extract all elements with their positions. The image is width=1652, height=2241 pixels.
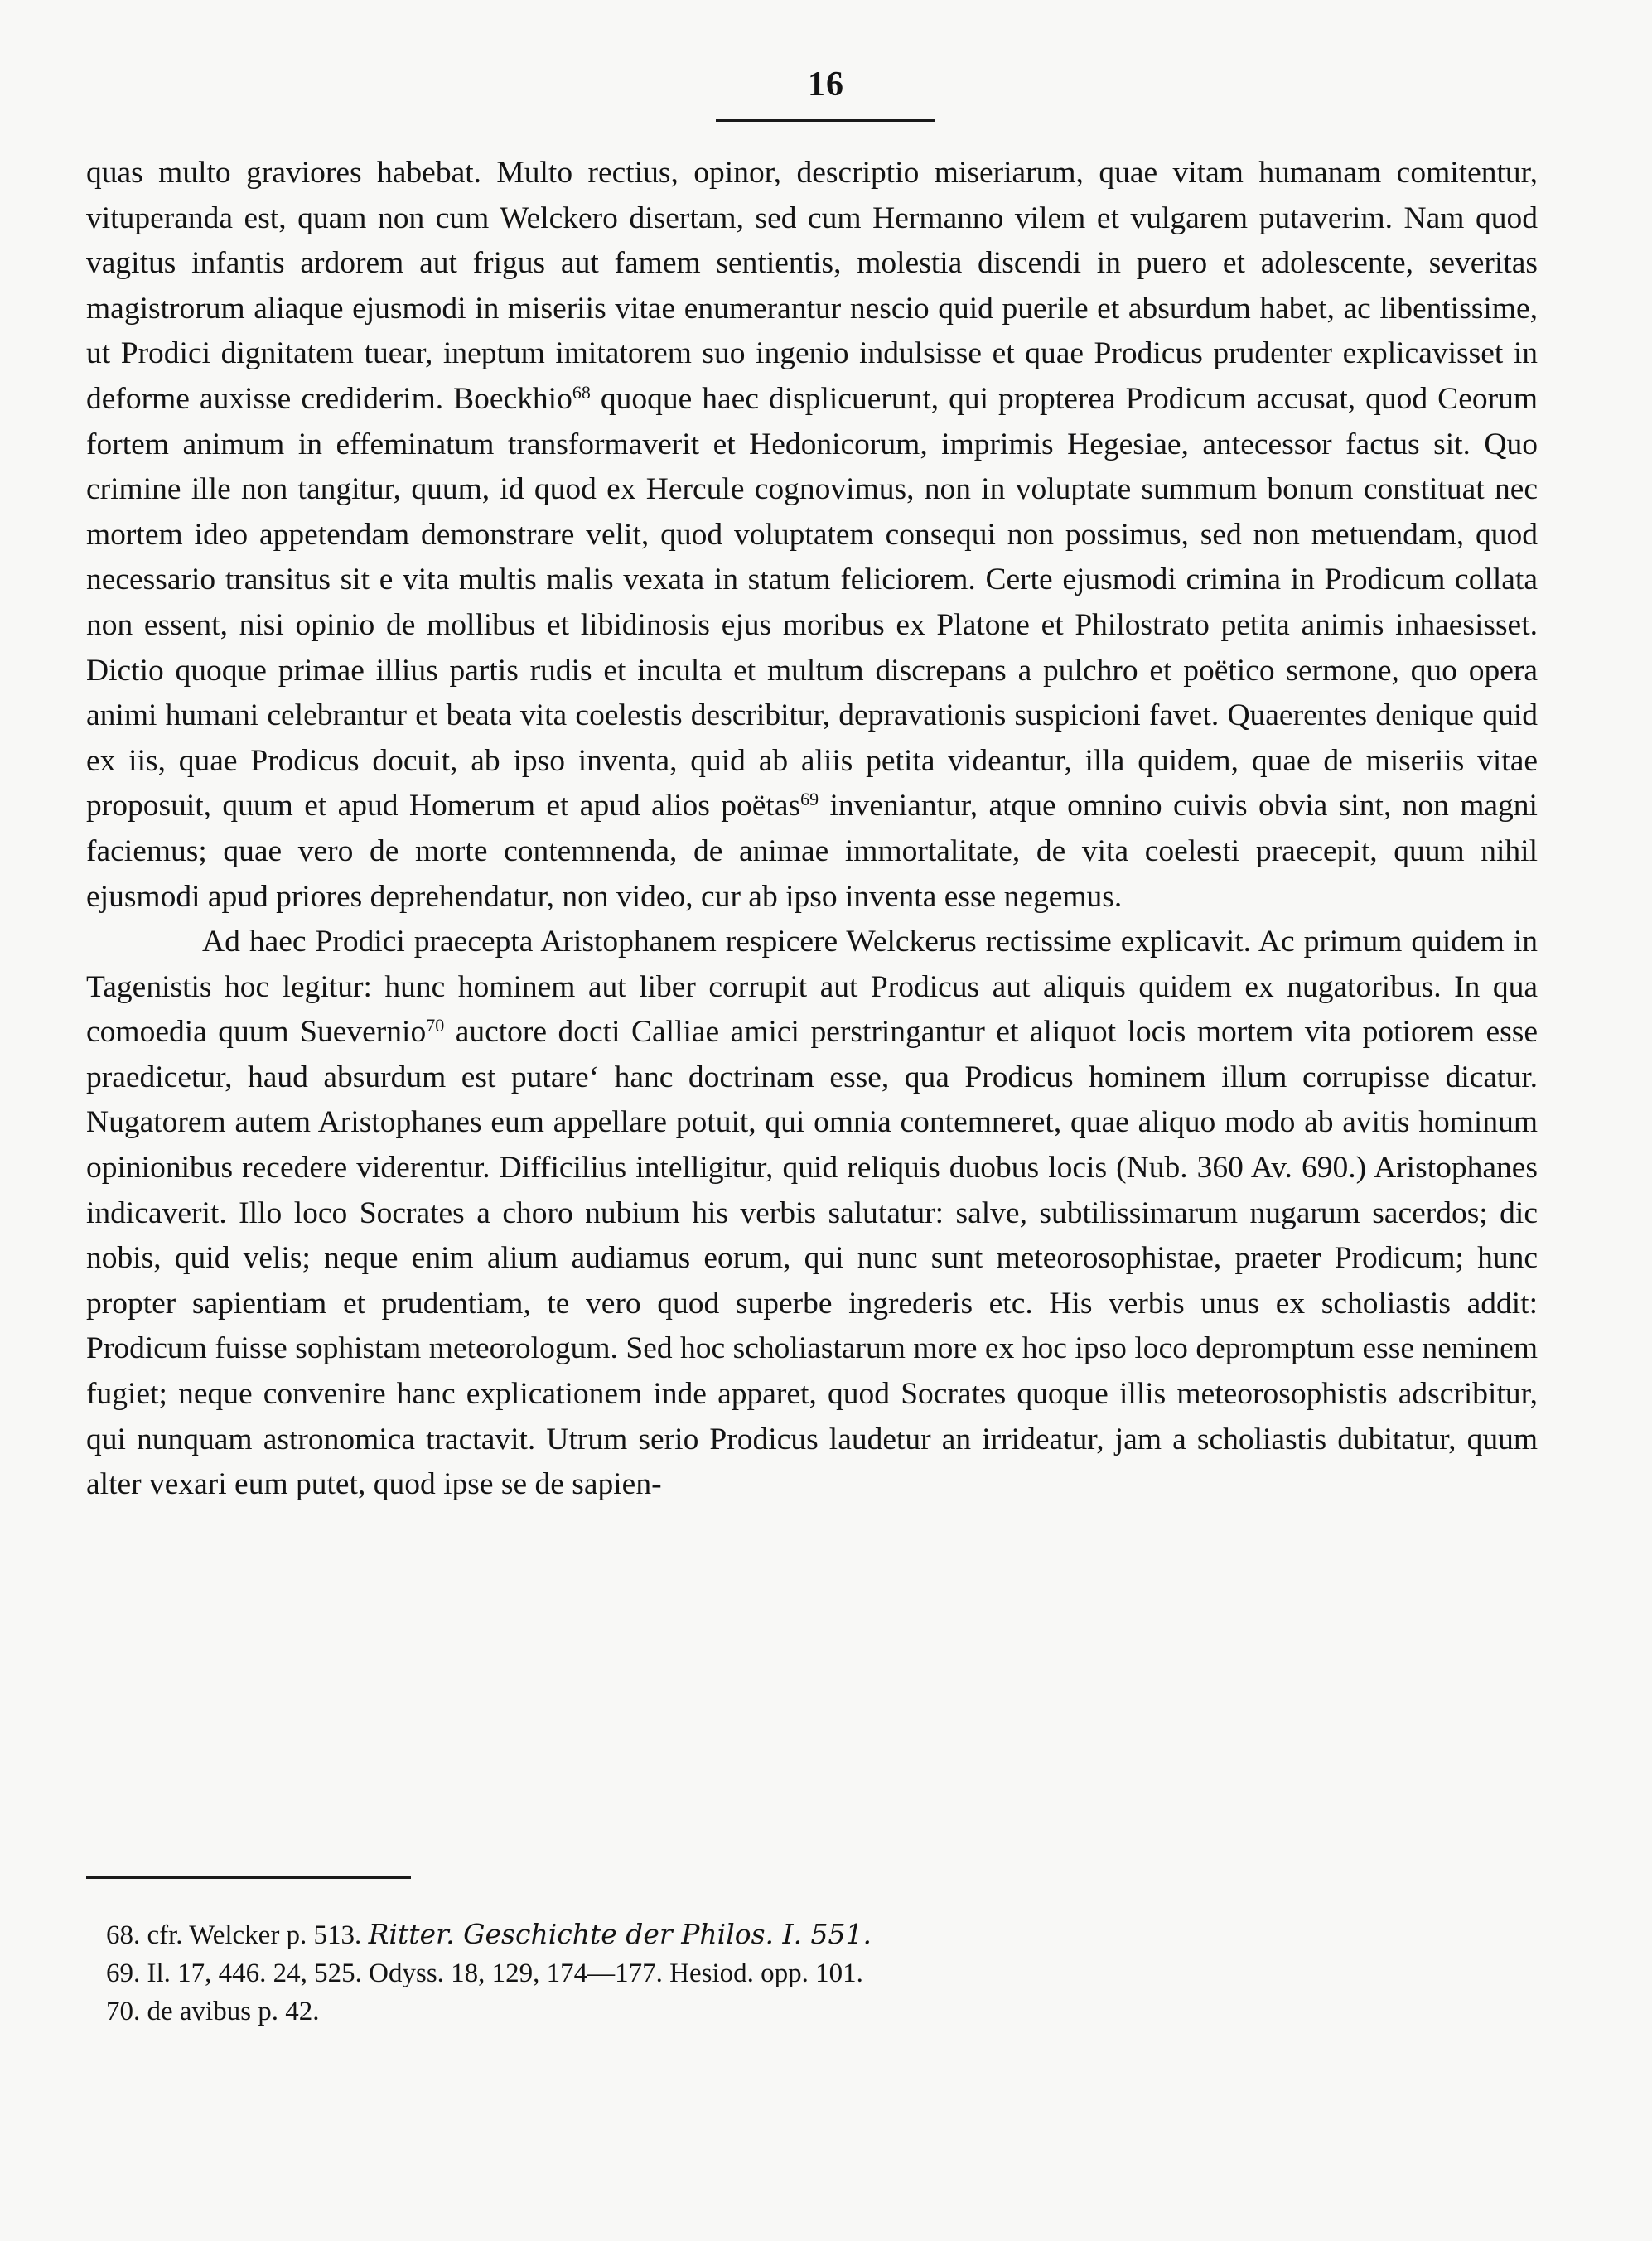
paragraph-1-segment-2: quoque haec displicuerunt, qui propterea Prodicum accusat, quod Ceorum fortem animum in effeminatum transformaverit et Hedonicorum, imprimis Hegesiae, antecessor factus sit. Quo crimine ille non tangitur, quum, id quod ex Hercule cognovimus, non in voluptate summum bonum constituat nec mortem ideo appetendam demonstrare velit, quod voluptatem consequi non possimus, sed non metuendam, quod necessario transitus sit e vita multis malis vexata in statum feliciorem. Certe ejusmodi crimina in Prodicum collata non essent, nisi opinio de mollibus et libidinosis ejus moribus ex Platone et Philostrato petita animis inhaesisset. Dictio quoque primae illius partis rudis et inculta et multum discrepans a pulchro et poëtico sermone, quo opera animi humani celebrantur et beata vita coelestis describitur, depravationis suspicioni favet. Quaerentes denique quid ex iis, quae Prodicus docuit, ab ipso inventa, quid ab aliis petita videantur, illa quidem, quae de miseriis vitae proposuit, quum et apud Homerum et apud alios poëtas <box>86 381 1538 823</box>
footnote-70 <box>106 1992 1432 2031</box>
footnote-70-text: 70. de avibus p. 42. <box>106 1997 320 2026</box>
paragraph-1 <box>86 151 1538 920</box>
page-number-rule <box>716 119 935 122</box>
paragraph-2-segment-1: Ad haec Prodici praecepta Aristophanem respicere Welckerus rectissime explicavit. Ac primum quidem in Tagenistis hoc legitur: hunc hominem aut liber corrupit aut Prodicus aut aliquis quidem ex nugatoribus. In qua comoedia quum Suevernio <box>86 925 1538 1050</box>
footnotes <box>106 1915 1432 2031</box>
footnote-ref-69[interactable]: 69 <box>800 789 819 810</box>
footnote-68 <box>106 1915 1432 1954</box>
footnote-68-fraktur: Ritter. Geschichte der Philos. I. 551. <box>368 1918 872 1950</box>
page-number: 16 <box>808 65 844 104</box>
footnote-69 <box>106 1954 1432 1992</box>
paragraph-1-segment-3: inveniantur, atque omnino cuivis obvia sint, non magni faciemus; quae vero de morte contemnenda, de animae immortalitate, de vita coelesti praecepit, quum nihil ejusmodi apud priores deprehendatur, non video, cur ab ipso inventa esse negemus. <box>86 789 1538 914</box>
paragraph-2 <box>86 920 1538 1508</box>
footnote-rule <box>86 1876 411 1879</box>
paragraph-2-segment-2: auctore docti Calliae amici perstringantur et aliquot locis mortem vita potiorem esse praedicetur, haud absurdum est putare‘ hanc doctrinam esse, qua Prodicus hominem illum corrupisse dicatur. Nugatorem autem Aristophanes eum appellare potuit, qui omnia contemneret, quae aliquo modo ab avitis hominum opinionibus recedere viderentur. Difficilius intelligitur, quid reliquis duobus locis (Nub. 360 Av. 690.) Aristophanes indicaverit. Illo loco Socrates a choro nubium his verbis salutatur: salve, subtilissimarum nugarum sacerdos; dic nobis, quid velis; neque enim alium audiamus eorum, qui nunc sunt meteorosophistae, praeter Prodicum; hunc propter sapientiam et prudentiam, te vero quod superbe ingrederis etc. His verbis unus ex scholiastis addit: Prodicum fuisse sophistam meteorologum. Sed hoc scholiastarum more ex hoc ipso loco depromptum esse neminem fugiet; neque convenire hanc explicationem inde apparet, quod Socrates quoque illis meteorosophistis adscribitur, qui nunquam astronomica tractavit. Utrum serio Prodicus laudetur an irrideatur, jam a scholiastis dubitatur, quum alter vexari eum putet, quod ipse se de sapien- <box>86 1015 1538 1502</box>
paragraph-1-segment-1: quas multo graviores habebat. Multo rectius, opinor, descriptio miseriarum, quae vitam humanam comitentur, vituperanda est, quam non cum Welckero disertam, sed cum Hermanno vilem et vulgarem putaverim. Nam quod vagitus infantis ardorem aut frigus aut famem sentientis, molestia discendi in puero et adolescente, severitas magistrorum aliaque ejusmodi in miseriis vitae enumerantur nescio quid puerile et absurdum habet, ac libentissime, ut Prodici dignitatem tuear, ineptum imitatorem suo ingenio indulsisse et quae Prodicus prudenter explicavisset in deforme auxisse crediderim. Boeckhio <box>86 156 1538 416</box>
footnote-68-text: 68. cfr. Welcker p. 513. <box>106 1920 369 1950</box>
body-text <box>86 151 1538 1508</box>
footnote-ref-70[interactable]: 70 <box>426 1015 445 1036</box>
footnote-ref-68[interactable]: 68 <box>572 381 591 403</box>
footnote-69-text: 69. Il. 17, 446. 24, 525. Odyss. 18, 129, 174—177. Hesiod. opp. 101. <box>106 1958 863 1988</box>
